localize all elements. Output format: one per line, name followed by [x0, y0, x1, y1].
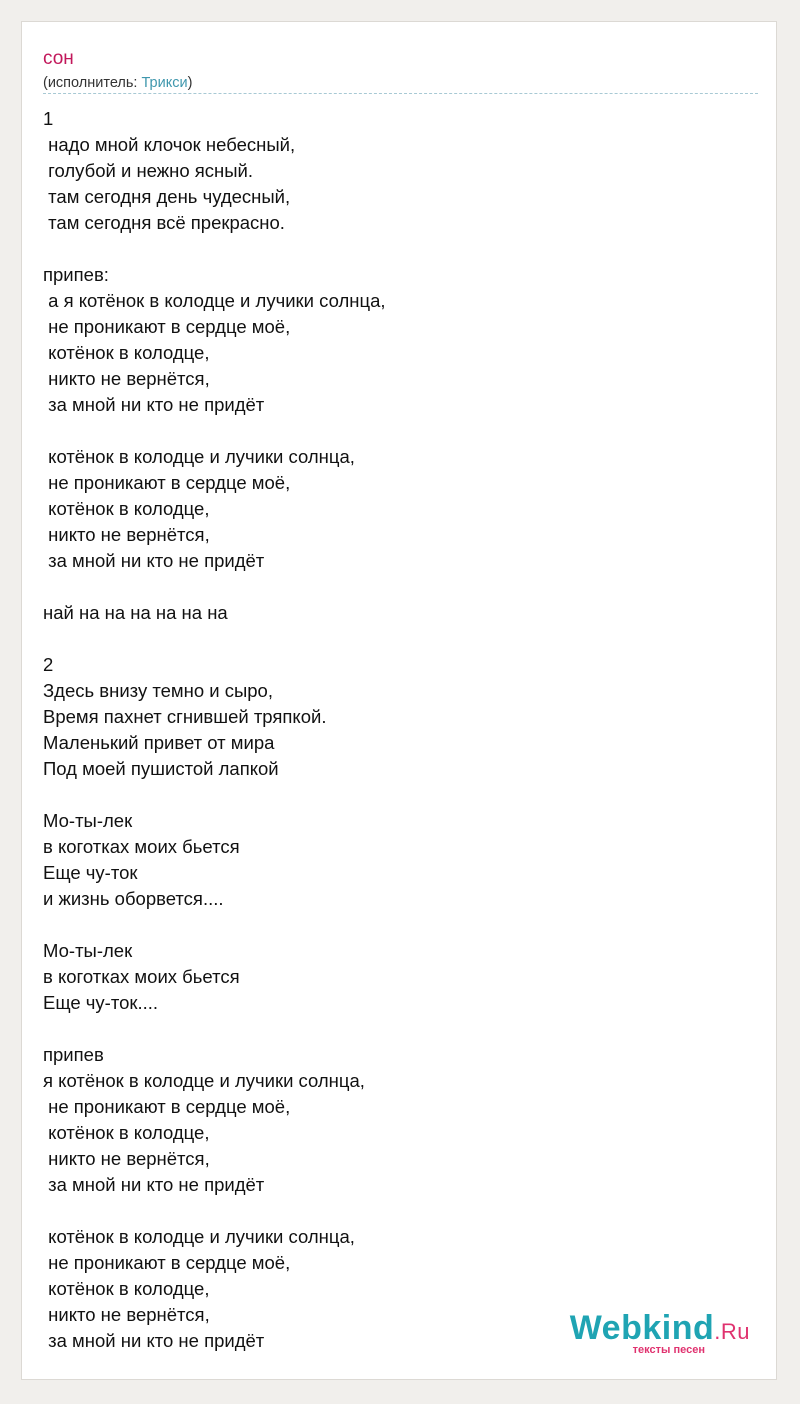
logo-tld: .Ru — [714, 1319, 750, 1344]
lyric-blank-line — [43, 418, 743, 444]
lyric-line: и жизнь оборвется.... — [43, 888, 224, 909]
logo-brand: Webkind — [569, 1309, 715, 1347]
lyric-line: котёнок в колодце, — [43, 1122, 210, 1143]
lyric-line: никто не вернётся, — [43, 1148, 210, 1169]
lyric-blank-line — [43, 1016, 743, 1042]
lyric-line: припев — [43, 1044, 104, 1065]
lyric-line: никто не вернётся, — [43, 368, 210, 389]
lyric-line: Еще чу-ток — [43, 862, 138, 883]
lyric-line: голубой и нежно ясный. — [43, 160, 254, 181]
lyric-line: котёнок в колодце и лучики солнца, — [43, 446, 355, 467]
lyric-line: не проникают в сердце моё, — [43, 316, 291, 337]
lyric-line: в коготках моих бьется — [43, 836, 240, 857]
lyric-blank-line — [43, 782, 743, 808]
lyric-line: надо мной клочок небесный, — [43, 134, 296, 155]
lyric-line: 2 — [43, 654, 54, 675]
logo-tagline: тексты песен — [632, 1344, 705, 1356]
lyric-line: котёнок в колодце и лучики солнца, — [43, 1226, 355, 1247]
lyric-blank-line — [43, 1198, 743, 1224]
lyric-line: Еще чу-ток.... — [43, 992, 159, 1013]
lyric-line: Под моей пушистой лапкой — [43, 758, 279, 779]
lyric-line: там сегодня день чудесный, — [43, 186, 291, 207]
lyric-line: Мо-ты-лек — [43, 810, 133, 831]
song-title: сон — [43, 48, 74, 69]
lyric-blank-line — [43, 626, 743, 652]
lyric-line: Маленький привет от мира — [43, 732, 275, 753]
lyric-line: не проникают в сердце моё, — [43, 472, 291, 493]
lyric-blank-line — [43, 912, 743, 938]
lyric-line: най на на на на на на — [43, 602, 228, 623]
lyric-line: 1 — [43, 108, 54, 129]
lyric-line: Время пахнет сгнившей тряпкой. — [43, 706, 327, 727]
lyric-line: котёнок в колодце, — [43, 1278, 210, 1299]
artist-prefix: (исполнитель: — [43, 75, 142, 91]
lyric-line: за мной ни кто не придёт — [43, 1330, 265, 1351]
lyric-line: там сегодня всё прекрасно. — [43, 212, 285, 233]
lyric-line: котёнок в колодце, — [43, 498, 210, 519]
lyric-line: Здесь внизу темно и сыро, — [43, 680, 273, 701]
lyric-line: никто не вернётся, — [43, 524, 210, 545]
lyric-line: котёнок в колодце, — [43, 342, 210, 363]
lyric-blank-line — [43, 236, 743, 262]
lyrics-card — [21, 21, 777, 1380]
title-divider — [43, 93, 758, 94]
lyric-blank-line — [43, 574, 743, 600]
lyric-line: за мной ни кто не придёт — [43, 1174, 265, 1195]
lyric-line: никто не вернётся, — [43, 1304, 210, 1325]
lyric-line: за мной ни кто не придёт — [43, 550, 265, 571]
site-logo[interactable] — [550, 1310, 750, 1358]
lyric-line: Мо-ты-лек — [43, 940, 133, 961]
lyric-line: не проникают в сердце моё, — [43, 1096, 291, 1117]
lyric-line: в коготках моих бьется — [43, 966, 240, 987]
lyric-line: не проникают в сердце моё, — [43, 1252, 291, 1273]
lyric-line: за мной ни кто не придёт — [43, 394, 265, 415]
artist-link[interactable]: Трикси — [141, 75, 188, 91]
lyric-line: а я котёнок в колодце и лучики солнца, — [43, 290, 386, 311]
artist-suffix: ) — [187, 75, 193, 91]
lyric-line: припев: — [43, 264, 109, 285]
lyrics-text — [43, 106, 743, 1354]
artist-line — [43, 73, 192, 93]
lyric-line: я котёнок в колодце и лучики солнца, — [43, 1070, 365, 1091]
